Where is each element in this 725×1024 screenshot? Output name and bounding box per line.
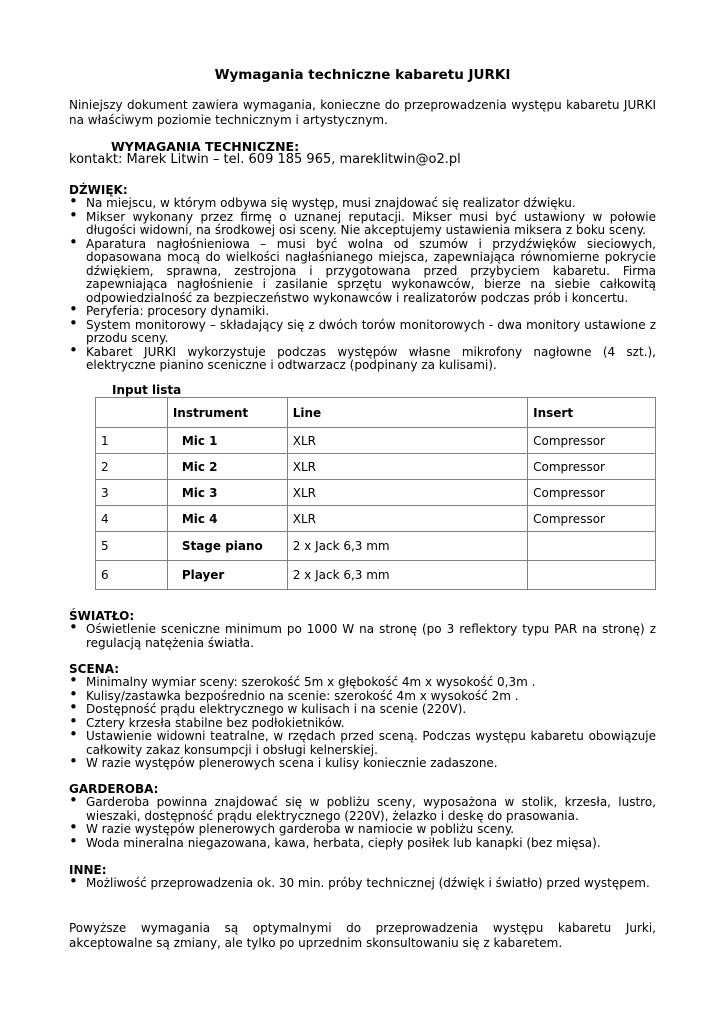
list-item: • Minimalny wymiar sceny: szerokość 5m x głębokość 4m x wysokość 0,3m . (69, 676, 656, 690)
input-list-table (95, 397, 656, 590)
list-item: • Garderoba powinna znajdować się w pobliżu sceny, wyposażona w stolik, krzesła, lustro, wieszaki, dostępność prądu elektrycznego (220V), żelazko i deskę do prasowania. (69, 796, 656, 823)
list-item: • Cztery krzesła stabilne bez podłokietników. (69, 717, 656, 731)
list-item: • Peryferia: procesory dynamiki. (69, 305, 656, 319)
closing-paragraph: Powyższe wymagania są optymalnymi do przeprowadzenia występu kabaretu Jurki, akceptowalne są zmiany, ale tylko po uprzednim skonsultowaniu się z kabaretem. (69, 921, 656, 950)
table-cell: Compressor (528, 506, 656, 532)
table-cell (528, 561, 656, 590)
table-cell: Compressor (528, 454, 656, 480)
list-item: • W razie występów plenerowych scena i kulisy koniecznie zadaszone. (69, 757, 656, 771)
table-row (96, 428, 656, 454)
table-cell: XLR (287, 480, 527, 506)
intro-paragraph: Niniejszy dokument zawiera wymagania, konieczne do przeprowadzenia występu kabaretu JURKI na właściwym poziomie technicznym i artystycznym. (69, 98, 656, 127)
table-cell: 2 (96, 454, 168, 480)
input-list-caption: Input lista (112, 383, 182, 397)
list-item: • Kulisy/zastawka bezpośrednio na scenie: szerokość 4m x wysokość 2m . (69, 690, 656, 704)
list-item: • Oświetlenie sceniczne minimum po 1000 W na stronę (po 3 reflektory typu PAR na stronę) z regulacją natężenia światła. (69, 623, 656, 650)
document-title: Wymagania techniczne kabaretu JURKI (214, 67, 511, 83)
list-item: • Dostępność prądu elektrycznego w kulisach i na scenie (220V). (69, 703, 656, 717)
header-cell: Insert (528, 398, 656, 428)
table-cell: Compressor (528, 428, 656, 454)
table-cell: Mic 4 (167, 506, 287, 532)
light-heading: ŚWIATŁO: (69, 609, 135, 623)
other-list (69, 877, 656, 891)
table-cell: XLR (287, 428, 527, 454)
table-cell: Mic 1 (167, 428, 287, 454)
stage-list (69, 676, 656, 771)
stage-heading: SCENA: (69, 662, 119, 676)
table-row (96, 561, 656, 590)
table-row (96, 532, 656, 561)
other-heading: INNE: (69, 863, 107, 877)
list-item: • Aparatura nagłośnieniowa – musi być wolna od szumów i przydźwięków sieciowych, dopasowana mocą do wielkości nagłaśnianego miejsca, zapewniająca równomierne pokrycie dźwiękiem, sprawna, zestrojona i przygotowana przed przybyciem kabaretu. Firma zapewniająca nagłośnienie i zasilanie sprzętu wykonawców, bierze na siebie całkowitą odpowiedzialność za bezpieczeństwo wykonawców i realizatorów podczas prób i koncertu. (69, 238, 656, 306)
wardrobe-list (69, 796, 656, 850)
table-cell: 2 x Jack 6,3 mm (287, 561, 527, 590)
table-cell: Mic 2 (167, 454, 287, 480)
table-cell: 6 (96, 561, 168, 590)
wardrobe-heading: GARDEROBA: (69, 782, 159, 796)
table-cell: 5 (96, 532, 168, 561)
list-item: • Woda mineralna niegazowana, kawa, herbata, ciepły posiłek lub kanapki (bez mięsa). (69, 837, 656, 851)
sound-heading: DŹWIĘK: (69, 183, 128, 197)
table-cell: 2 x Jack 6,3 mm (287, 532, 527, 561)
list-item: • System monitorowy – składający się z dwóch torów monitorowych - dwa monitory ustawione z przodu sceny. (69, 319, 656, 346)
table-cell (528, 532, 656, 561)
table-row (96, 506, 656, 532)
requirements-heading: WYMAGANIA TECHNICZNE: (111, 139, 300, 154)
table-row (96, 454, 656, 480)
contact-line: kontakt: Marek Litwin – tel. 609 185 965, mareklitwin@o2.pl (69, 152, 461, 167)
header-cell (96, 398, 168, 428)
list-item: • Mikser wykonany przez firmę o uznanej reputacji. Mikser musi być ustawiony w połowie długości widowni, na środkowej osi sceny. Nie akceptujemy ustawienia miksera z boku sceny. (69, 211, 656, 238)
table-cell: Player (167, 561, 287, 590)
table-cell: Compressor (528, 480, 656, 506)
table-header-row (96, 398, 656, 428)
header-cell: Instrument (167, 398, 287, 428)
list-item: • Na miejscu, w którym odbywa się występ, musi znajdować się realizator dźwięku. (69, 197, 656, 211)
table-row (96, 480, 656, 506)
list-item: • Ustawienie widowni teatralne, w rzędach przed sceną. Podczas występu kabaretu obowiązuje całkowity zakaz konsumpcji i obsługi kelnerskiej. (69, 730, 656, 757)
table-cell: 3 (96, 480, 168, 506)
table-cell: Mic 3 (167, 480, 287, 506)
header-cell: Line (287, 398, 527, 428)
list-item: • W razie występów plenerowych garderoba w namiocie w pobliżu sceny. (69, 823, 656, 837)
light-list (69, 623, 656, 650)
sound-list (69, 197, 656, 373)
table-cell: XLR (287, 454, 527, 480)
table-cell: Stage piano (167, 532, 287, 561)
list-item: • Kabaret JURKI wykorzystuje podczas występów własne mikrofony nagłowne (4 szt.), elektryczne pianino sceniczne i odtwarzacz (podpinany za kulisami). (69, 346, 656, 373)
table-cell: 1 (96, 428, 168, 454)
table-cell: 4 (96, 506, 168, 532)
list-item: • Możliwość przeprowadzenia ok. 30 min. próby technicznej (dźwięk i światło) przed występem. (69, 877, 656, 891)
table-cell: XLR (287, 506, 527, 532)
